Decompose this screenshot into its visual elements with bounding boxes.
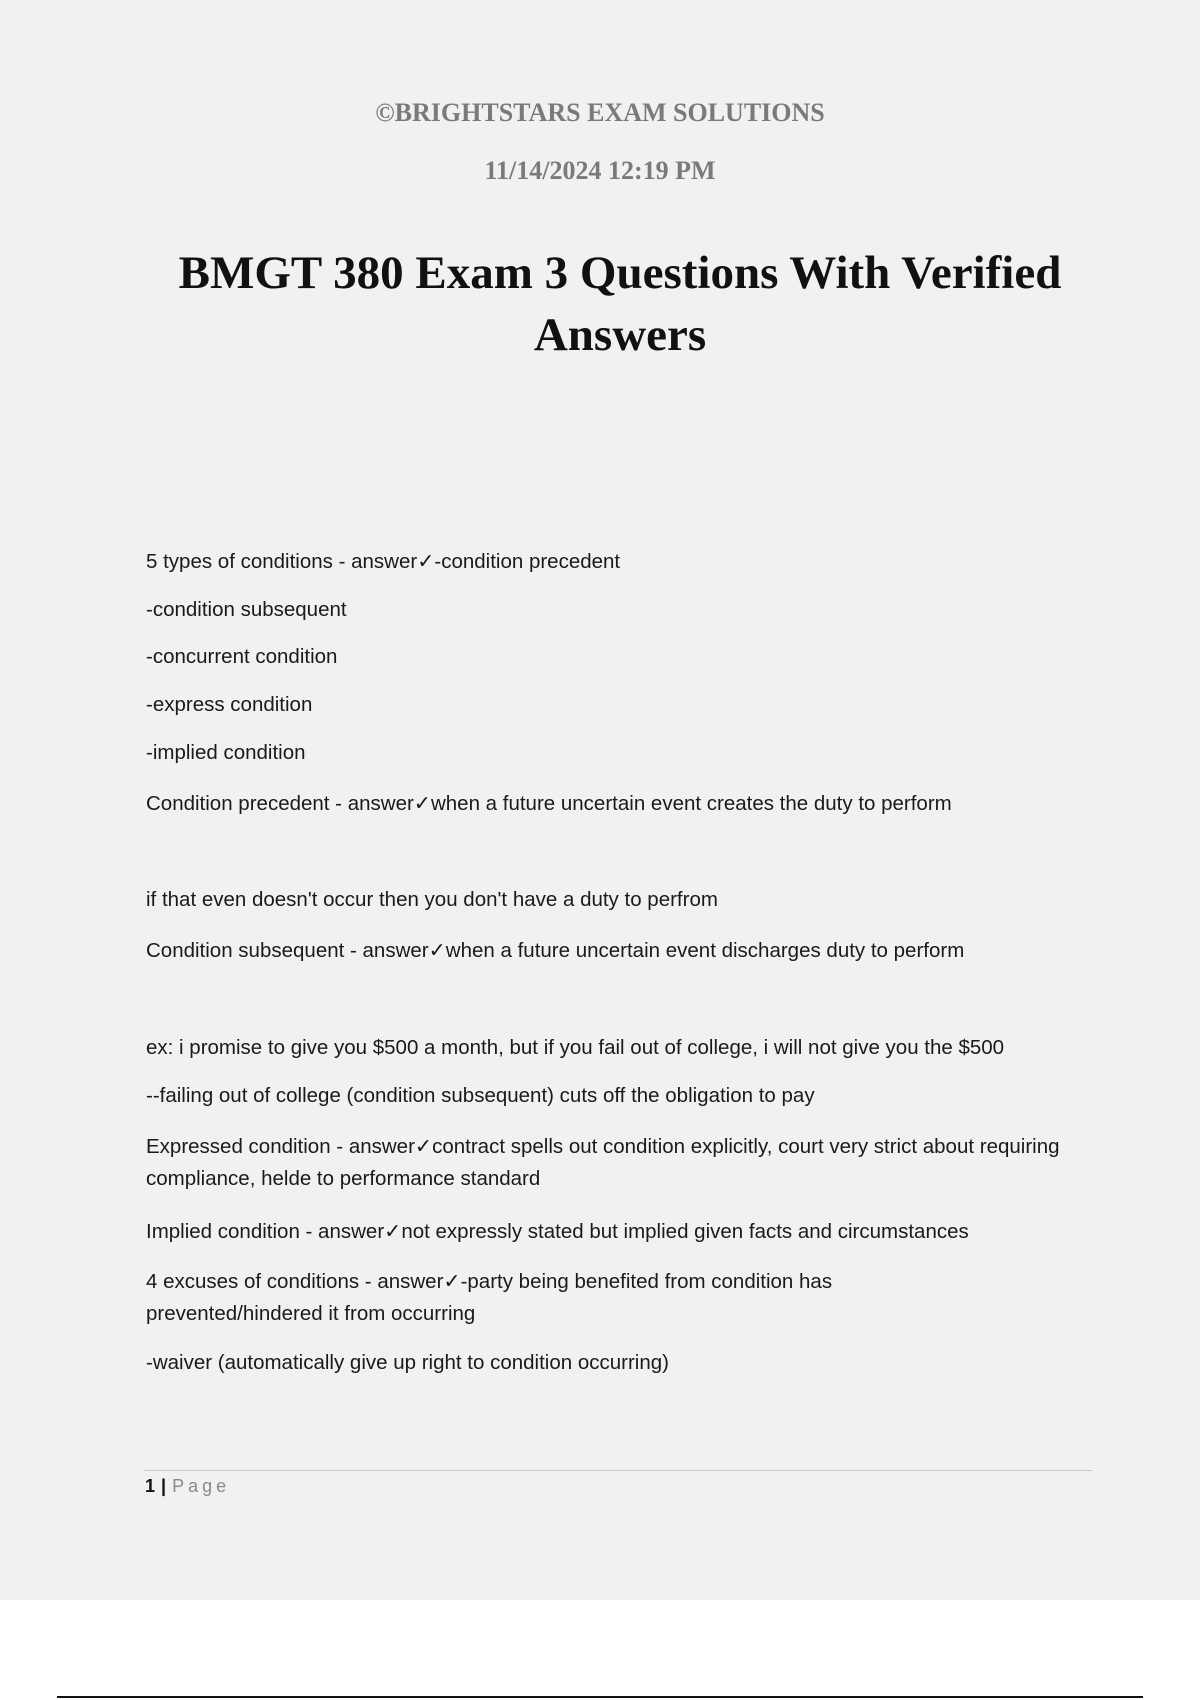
qa-line-types-of-conditions: 5 types of conditions - answer✓-condition precedent (146, 550, 621, 573)
page-label: Page (172, 1476, 231, 1496)
qa-line-excuses-of-conditions: 4 excuses of conditions - answer✓-party being benefited from condition has prevented/hindered it from occurring (146, 1270, 833, 1325)
qa-line-implied-condition: Implied condition - answer✓not expressly stated but implied given facts and circumstances (146, 1220, 969, 1243)
example-line: ex: i promise to give you $500 a month, but if you fail out of college, i will not give you the $500 (146, 1036, 1005, 1059)
page-footer (145, 1474, 230, 1498)
qa-line-condition-subsequent: Condition subsequent - answer✓when a future uncertain event discharges duty to perform (146, 939, 965, 962)
document-title: BMGT 380 Exam 3 Questions With Verified Answers (178, 247, 1062, 361)
list-item: -waiver (automatically give up right to condition occurring) (146, 1351, 669, 1374)
list-item: -condition subsequent (146, 598, 347, 621)
date-time-header: 11/14/2024 12:19 PM (484, 156, 716, 185)
list-item: -implied condition (146, 741, 306, 764)
list-item: -express condition (146, 693, 313, 716)
page-number: 1 (145, 1476, 156, 1496)
note-line: if that even doesn't occur then you don't have a duty to perfrom (146, 888, 718, 911)
next-page-divider (57, 1696, 1143, 1698)
footer-divider (144, 1470, 1092, 1471)
list-item: -concurrent condition (146, 645, 338, 668)
footer-separator: | (161, 1476, 167, 1496)
note-line: --failing out of college (condition subsequent) cuts off the obligation to pay (146, 1084, 815, 1107)
qa-line-expressed-condition: Expressed condition - answer✓contract spells out condition explicitly, court very strict about requiring compliance, helde to performance standard (146, 1135, 1060, 1190)
qa-line-condition-precedent: Condition precedent - answer✓when a future uncertain event creates the duty to perform (146, 792, 952, 815)
copyright-header: ©BRIGHTSTARS EXAM SOLUTIONS (375, 98, 825, 127)
